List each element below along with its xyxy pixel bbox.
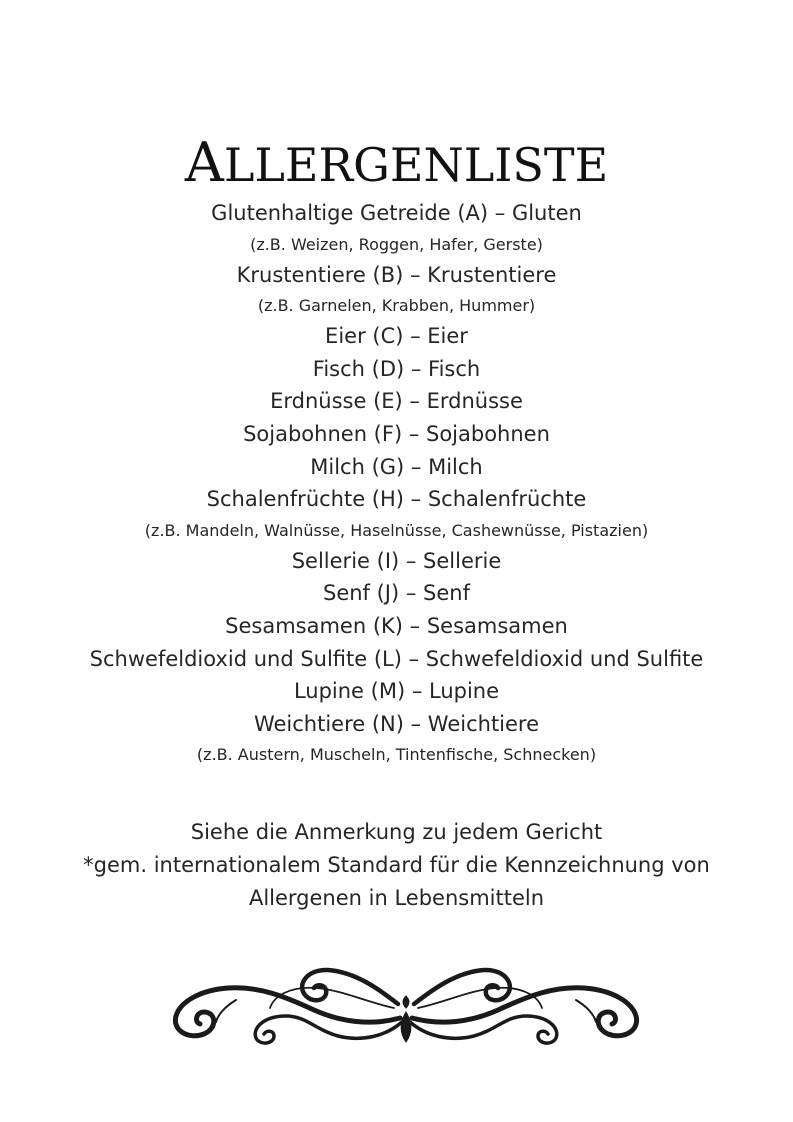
flourish-divider-icon — [166, 960, 646, 1050]
footnote-line: Allergenen in Lebensmitteln — [248, 886, 545, 910]
list-item-example: (z.B. Garnelen, Krabben, Hummer) — [257, 296, 536, 316]
list-item: Sesamsamen (K) – Sesamsamen — [225, 613, 568, 638]
list-item: Fisch (D) – Fisch — [312, 356, 481, 381]
list-item-example: (z.B. Austern, Muscheln, Tintenfische, Schnecken) — [196, 745, 597, 765]
allergen-list — [0, 198, 793, 770]
list-item: Weichtiere (N) – Weichtiere — [253, 711, 540, 736]
list-item: Eier (C) – Eier — [325, 324, 468, 349]
list-item: Lupine (M) – Lupine — [293, 679, 500, 704]
list-item: Schalenfrüchte (H) – Schalenfrüchte — [206, 487, 587, 512]
footnote-line: Siehe die Anmerkung zu jedem Gericht — [190, 820, 603, 844]
list-item: Sellerie (I) – Sellerie — [291, 548, 502, 573]
title-rest: LLERGENLISTE — [223, 137, 609, 192]
list-item: Glutenhaltige Getreide (A) – Gluten — [211, 201, 582, 225]
list-item: Schwefeldioxid und Sulfite (L) – Schwefeldioxid und Sulfite — [89, 646, 704, 671]
list-item: Krustentiere (B) – Krustentiere — [236, 262, 557, 287]
list-item: Erdnüsse (E) – Erdnüsse — [270, 389, 523, 414]
footnote-line: *gem. internationalem Standard für die Kennzeichnung von — [83, 853, 710, 877]
footnote — [0, 816, 793, 915]
list-item: Milch (G) – Milch — [310, 454, 483, 479]
page-title — [0, 131, 793, 194]
list-item: Senf (J) – Senf — [322, 581, 470, 606]
list-item: Sojabohnen (F) – Sojabohnen — [243, 421, 550, 446]
list-item-example: (z.B. Mandeln, Walnüsse, Haselnüsse, Cashewnüsse, Pistazien) — [144, 520, 649, 540]
list-item-example: (z.B. Weizen, Roggen, Hafer, Gerste) — [250, 234, 543, 254]
title-initial: A — [184, 130, 224, 194]
